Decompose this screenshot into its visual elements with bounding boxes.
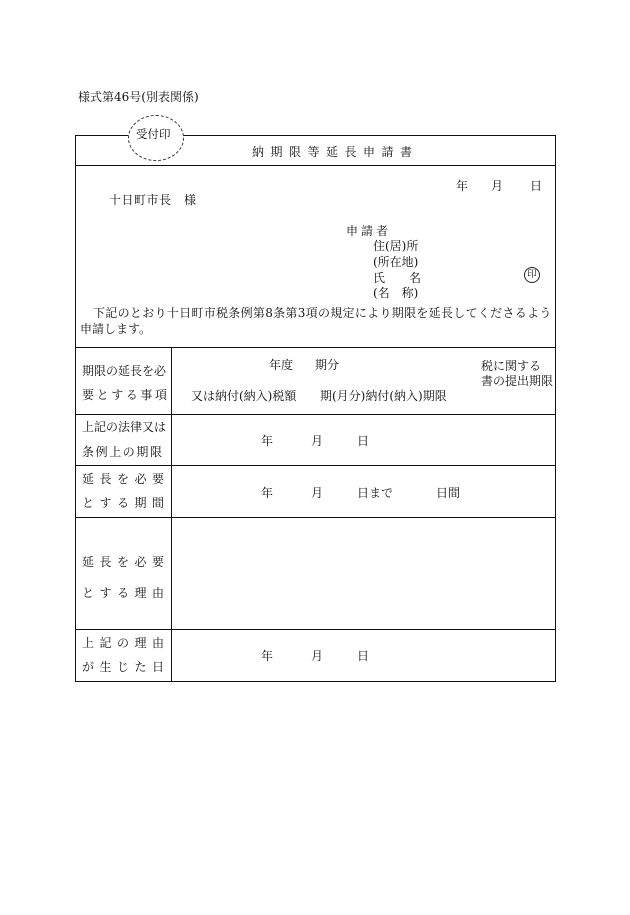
row2-year-label: 年 (261, 434, 274, 448)
row3-days-label: 日間 (436, 486, 461, 500)
form-title: 納期限等延長申請書 (252, 145, 419, 159)
row1-tax-related-line1: 税に関する (481, 359, 542, 373)
row-divider-1 (75, 414, 556, 415)
row1-period-label: 期分 (315, 358, 340, 372)
row5-label-line2: が生じた日 (82, 660, 170, 674)
addressee: 十日町市長 様 (109, 193, 197, 207)
row2-month-label: 月 (311, 434, 324, 448)
title-divider (75, 165, 556, 166)
row3-year-label: 年 (261, 486, 274, 500)
applicant-address-note: (所在地) (373, 255, 419, 269)
request-statement-line1: 下記のとおり十日町市税条例第8条第3項の規定により期限を延長してくださるよう (93, 306, 552, 320)
date-day-label: 日 (530, 179, 543, 193)
applicant-address-label: 住(居)所 (373, 239, 419, 253)
row1-label-line2: 要とする事項 (82, 388, 170, 402)
date-year-label: 年 (456, 179, 469, 193)
label-column-divider (171, 347, 172, 682)
row1-tax-related-line2: 書の提出期限 (481, 374, 554, 388)
reception-stamp-label: 受付印 (136, 127, 171, 141)
row4-label-line2: とする理由 (82, 586, 170, 600)
applicant-label: 申請者 (346, 224, 392, 238)
row3-until-label: 日まで (357, 486, 394, 500)
row2-day-label: 日 (357, 434, 370, 448)
row1-fiscal-year-label: 年度 (269, 358, 294, 372)
row1-deadline-label: 期(月分)納付(納入)期限 (320, 389, 447, 403)
request-statement-line2: 申請します。 (80, 322, 152, 336)
row1-label-line1: 期限の延長を必 (82, 364, 167, 378)
row5-day-label: 日 (357, 649, 370, 663)
form-number: 様式第46号(別表関係) (78, 90, 199, 104)
section-divider (75, 347, 556, 348)
row2-label-line2: 条例上の期限 (82, 445, 164, 459)
seal-icon: 印 (524, 267, 540, 283)
row-divider-2 (75, 465, 556, 466)
row3-month-label: 月 (311, 486, 324, 500)
row-divider-4 (75, 629, 556, 630)
row5-month-label: 月 (311, 649, 324, 663)
applicant-name-label: 氏 名 (373, 271, 422, 285)
row-divider-3 (75, 517, 556, 518)
row4-label-line1: 延長を必要 (82, 555, 170, 569)
row2-label-line1: 上記の法律又は (82, 420, 167, 434)
row1-amount-label: 又は納付(納入)税額 (191, 389, 297, 403)
row3-label-line1: 延長を必要 (82, 472, 170, 486)
row5-year-label: 年 (261, 649, 274, 663)
applicant-name-note: (名 称) (373, 286, 419, 300)
date-month-label: 月 (491, 179, 504, 193)
row3-label-line2: とする期間 (82, 496, 170, 510)
row5-label-line1: 上記の理由 (82, 636, 170, 650)
